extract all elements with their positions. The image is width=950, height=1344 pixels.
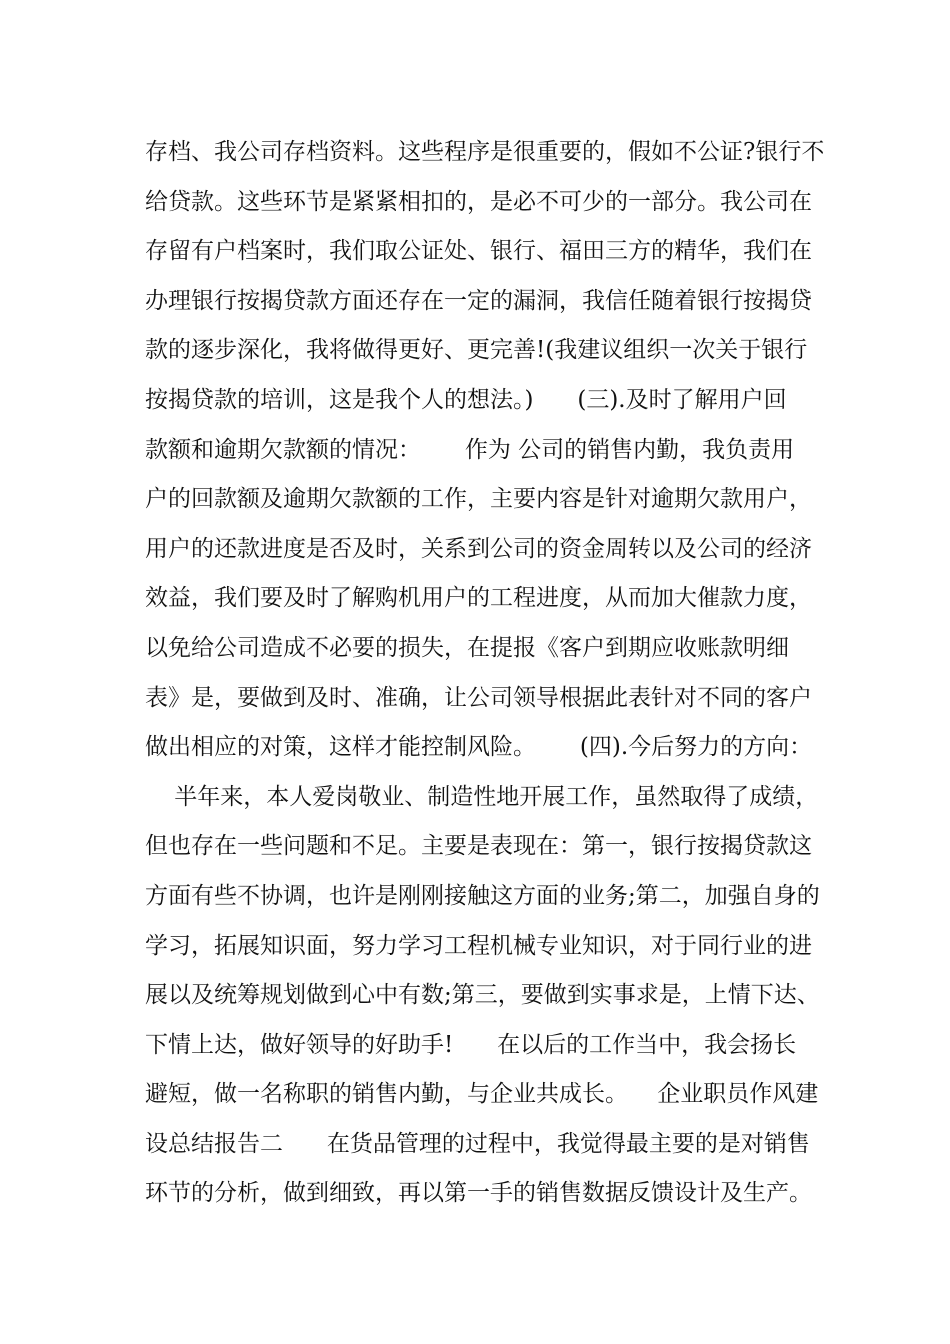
text-line: 效益，我们要及时了解购机用户的工程进度，从而加大催款力度，	[145, 585, 812, 612]
text-line: 表》是，要做到及时、准确，让公司领导根据此表针对不同的客户	[145, 684, 812, 711]
text-line: 学习，拓展知识面，努力学习工程机械专业知识，对于同行业的进	[145, 932, 812, 959]
text-line: 避短，做一名称职的销售内勤，与企业共成长。 企业职员作风建	[145, 1081, 819, 1108]
text-line: 款的逐步深化，我将做得更好、更完善!(我建议组织一次关于银行	[145, 337, 808, 364]
text-line: 设总结报告二 在货品管理的过程中，我觉得最主要的是对销售	[145, 1130, 810, 1157]
text-line: 给贷款。这些环节是紧紧相扣的，是必不可少的一部分。我公司在	[145, 188, 812, 215]
text-line: 下情上达，做好领导的好助手! 在以后的工作当中，我会扬长	[145, 1031, 797, 1058]
text-line: 存留有户档案时，我们取公证处、银行、福田三方的精华，我们在	[145, 238, 812, 265]
text-line: 户的回款额及逾期欠款额的工作，主要内容是针对逾期欠款用户，	[145, 486, 812, 513]
text-line: 但也存在一些问题和不足。主要是表现在：第一，银行按揭贷款这	[145, 833, 812, 860]
text-line: 半年来，本人爱岗敬业、制造性地开展工作，虽然取得了成绩，	[145, 783, 819, 810]
text-line: 展以及统筹规划做到心中有数;第三，要做到实事求是，上情下达、	[145, 982, 820, 1009]
text-line: 用户的还款进度是否及时，关系到公司的资金周转以及公司的经济	[145, 535, 812, 562]
text-line: 以免给公司造成不必要的损失，在提报《客户到期应收账款明细	[145, 634, 789, 661]
text-line: 存档、我公司存档资料。这些程序是很重要的，假如不公证?银行不	[145, 139, 825, 165]
text-line: 做出相应的对策，这样才能控制风险。 (四).今后努力的方向：	[145, 734, 813, 761]
body-text	[145, 128, 835, 1219]
text-line: 款额和逾期欠款额的情况： 作为 公司的销售内勤，我负责用	[145, 436, 795, 463]
text-line: 方面有些不协调，也许是刚刚接触这方面的业务;第二，加强自身的	[145, 882, 820, 909]
text-line: 按揭贷款的培训，这是我个人的想法。) (三).及时了解用户回	[145, 386, 787, 413]
text-line: 办理银行按揭贷款方面还存在一定的漏洞，我信任随着银行按揭贷	[145, 287, 812, 314]
text-line: 环节的分析，做到细致，再以第一手的销售数据反馈设计及生产。	[145, 1180, 812, 1207]
